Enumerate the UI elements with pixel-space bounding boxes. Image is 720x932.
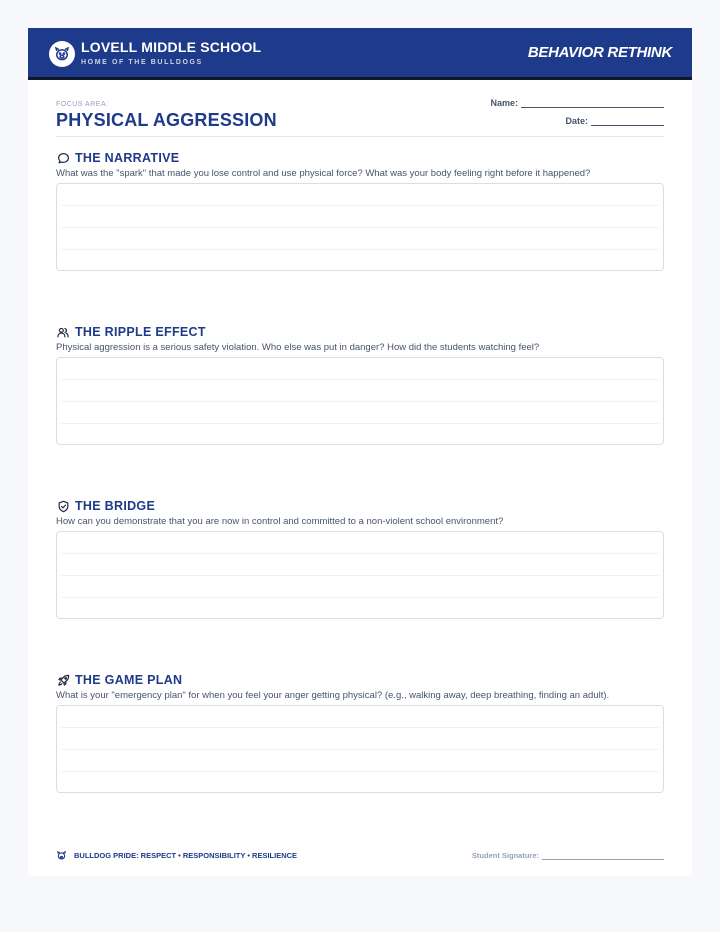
section-narrative <box>56 150 664 271</box>
section-title: THE RIPPLE EFFECT <box>75 325 206 339</box>
section-title: THE GAME PLAN <box>75 673 183 687</box>
bulldog-icon <box>49 41 75 67</box>
school-tagline: HOME OF THE BULLDOGS <box>81 59 203 66</box>
signature-field[interactable] <box>472 851 664 860</box>
date-line[interactable] <box>591 117 664 126</box>
worksheet-page <box>28 28 692 876</box>
focus-area-label: FOCUS AREA: <box>56 101 109 108</box>
answer-box[interactable] <box>56 357 664 445</box>
answer-box[interactable] <box>56 531 664 619</box>
date-label: Date: <box>565 116 588 126</box>
signature-line[interactable] <box>542 852 664 860</box>
section-prompt: Physical aggression is a serious safety violation. Who else was put in danger? How did the students watching feel? <box>56 342 540 353</box>
school-name: LOVELL MIDDLE SCHOOL <box>81 39 262 55</box>
bulldog-icon <box>56 850 67 861</box>
footer-motto: BULLDOG PRIDE: RESPECT • RESPONSIBILITY • RESILIENCE <box>74 851 298 860</box>
header-bar <box>28 28 692 80</box>
focus-area-title: PHYSICAL AGGRESSION <box>56 110 277 130</box>
name-field[interactable] <box>490 98 664 108</box>
answer-box[interactable] <box>56 705 664 793</box>
answer-box[interactable] <box>56 183 664 271</box>
worksheet-title: BEHAVIOR RETHINK <box>527 44 672 61</box>
divider <box>56 136 664 137</box>
speech-bubble-icon <box>56 151 70 165</box>
shield-check-icon <box>56 499 70 513</box>
rocket-icon <box>56 673 70 687</box>
users-icon <box>56 325 70 339</box>
section-prompt: What is your "emergency plan" for when you feel your anger getting physical? (e.g., walking away, deep breathing, finding an adult). <box>56 690 610 701</box>
section-bridge <box>56 498 664 619</box>
section-title: THE BRIDGE <box>75 499 156 513</box>
section-prompt: What was the "spark" that made you lose control and use physical force? What was your body feeling right before it happened? <box>56 168 591 179</box>
name-line[interactable] <box>521 99 664 108</box>
section-game-plan <box>56 672 664 793</box>
name-label: Name: <box>490 98 518 108</box>
date-field[interactable] <box>565 116 664 126</box>
section-title: THE NARRATIVE <box>75 151 180 165</box>
section-ripple-effect <box>56 324 664 445</box>
section-prompt: How can you demonstrate that you are now in control and committed to a non-violent school environment? <box>56 516 504 527</box>
signature-label: Student Signature: <box>471 851 539 860</box>
